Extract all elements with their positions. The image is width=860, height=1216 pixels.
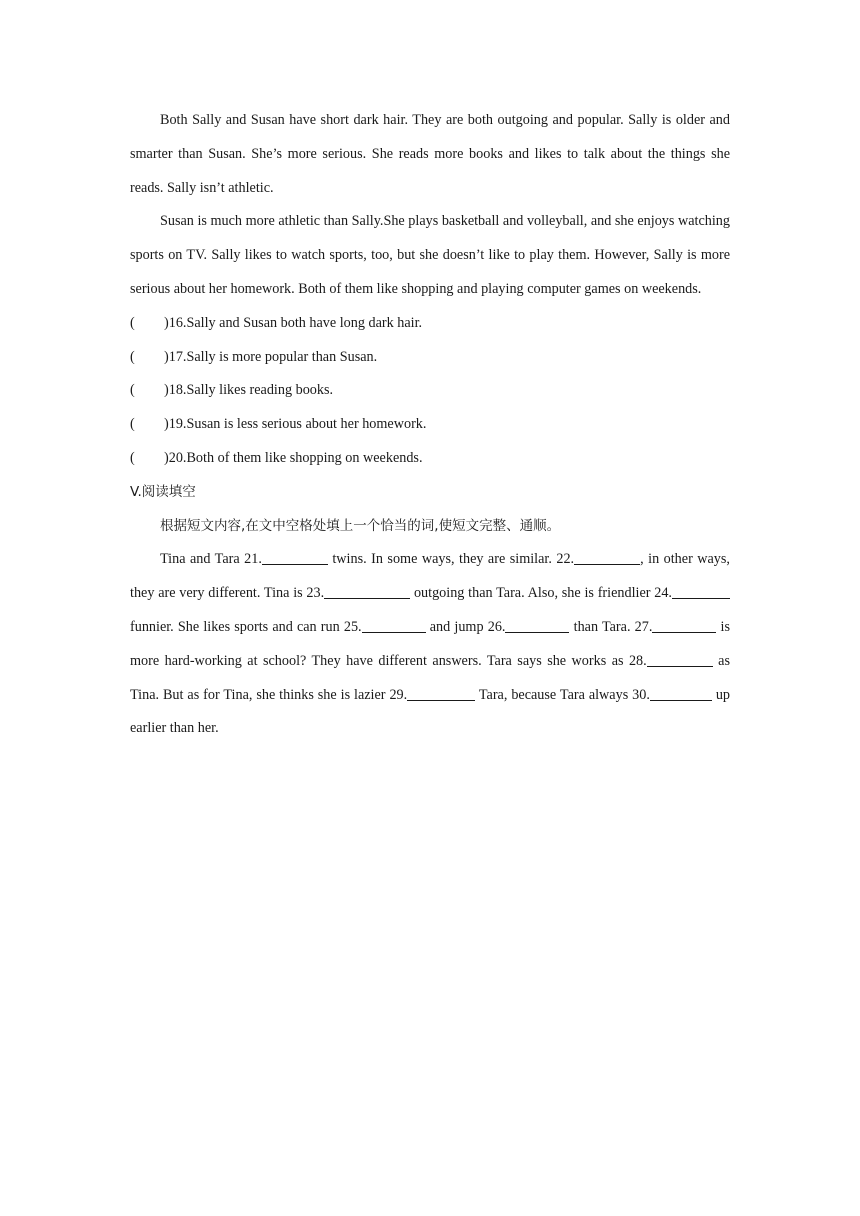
answer-paren: ( [130, 314, 135, 331]
cloze-text: up earlier than her. [130, 686, 731, 737]
blank-25[interactable] [362, 618, 426, 633]
blank-24[interactable] [672, 584, 730, 599]
cloze-text: Tina and Tara 21. [160, 551, 262, 568]
blank-28[interactable] [647, 652, 713, 667]
question-item [130, 341, 730, 375]
document-page [130, 104, 730, 746]
section-instruction: 根据短文内容,在文中空格处填上一个恰当的词,使短文完整、通顺。 [160, 517, 561, 534]
cloze-passage [130, 543, 730, 746]
question-item [130, 307, 730, 341]
answer-paren: ( [130, 449, 135, 466]
question-item [130, 442, 730, 476]
question-text: )18.Sally likes reading books. [164, 382, 334, 399]
blank-23[interactable] [324, 584, 410, 599]
answer-paren: ( [130, 382, 135, 399]
question-text: )17.Sally is more popular than Susan. [164, 348, 378, 365]
question-text: )16.Sally and Susan both have long dark hair. [164, 314, 423, 331]
blank-29[interactable] [407, 685, 475, 700]
answer-paren: ( [130, 348, 135, 365]
section-title: V.阅读填空 [130, 483, 196, 500]
cloze-text: twins. In some ways, they are similar. 22. [327, 551, 575, 568]
cloze-text: as Tina. But as for Tina, she thinks she is lazier 29. [130, 652, 730, 703]
passage-paragraph: Susan is much more athletic than Sally.She plays basketball and volleyball, and she enjoys watching sports on TV. Sally likes to watch sports, too, but she doesn’t like to play them. However, Sally is more serious about her homework. Both of them like shopping and playing computer games on weekends. [130, 213, 730, 297]
blank-30[interactable] [650, 685, 712, 700]
cloze-text: outgoing than Tara. Also, she is friendlier 24. [410, 585, 672, 602]
cloze-text: is more hard-working at school? They have different answers. Tara says she works as 28. [130, 618, 731, 669]
question-item [130, 408, 730, 442]
answer-paren: ( [130, 416, 135, 433]
true-false-questions [130, 307, 730, 476]
passage-paragraph: Both Sally and Susan have short dark hair. They are both outgoing and popular. Sally is older and smarter than Susan. She’s more serious. She reads more books and likes to talk about the things she reads. Sally isn’t athletic. [130, 112, 730, 196]
blank-22[interactable] [574, 550, 640, 565]
cloze-text: , in other ways, they are very different. Tina is 23. [130, 551, 730, 602]
question-text: )19.Susan is less serious about her homework. [164, 416, 427, 433]
blank-26[interactable] [505, 618, 569, 633]
cloze-text: funnier. She likes sports and can run 25. [130, 618, 362, 635]
cloze-text: than Tara. 27. [569, 618, 653, 635]
question-item [130, 374, 730, 408]
blank-27[interactable] [652, 618, 716, 633]
blank-21[interactable] [262, 550, 328, 565]
question-text: )20.Both of them like shopping on weekends. [164, 449, 423, 466]
cloze-text: and jump 26. [425, 618, 506, 635]
cloze-text: Tara, because Tara always 30. [475, 686, 650, 703]
